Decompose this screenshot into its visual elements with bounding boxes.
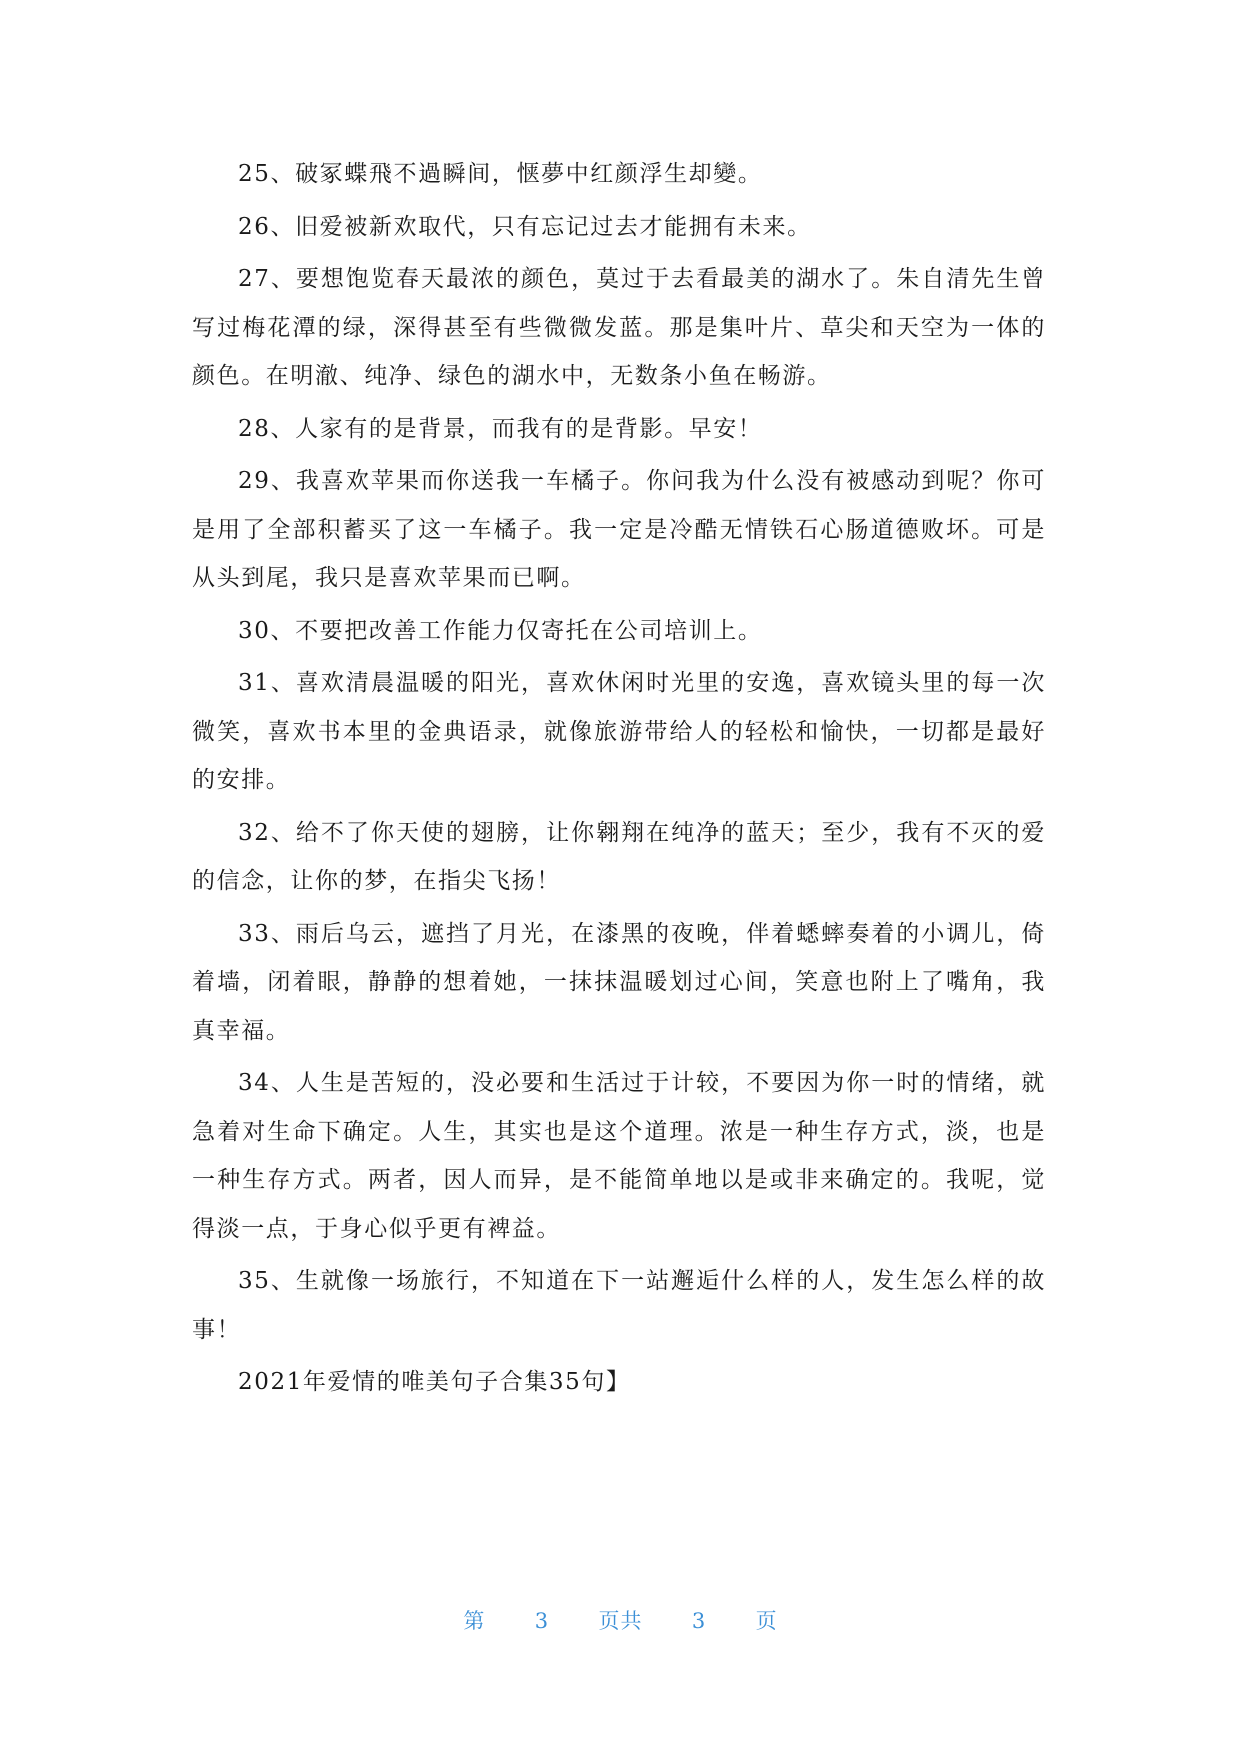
- footer-prefix: 第: [463, 1609, 486, 1633]
- page-footer: [0, 1605, 1241, 1635]
- paragraph-25: 25、破冢蝶飛不過瞬间，惬夢中红颜浮生却變。: [238, 161, 763, 187]
- footer-total-pages: 3: [691, 1609, 707, 1633]
- paragraph-35: 35、生就像一场旅行，不知道在下一站邂逅什么样的人，发生怎么样的故事！: [192, 1268, 1046, 1343]
- footer-middle: 页共: [598, 1609, 643, 1633]
- paragraph-28: 28、人家有的是背景，而我有的是背影。早安！: [238, 415, 763, 442]
- paragraph-34: 34、人生是苦短的，没必要和生活过于计较，不要因为你一时的情绪，就急着对生命下确定。人生，其实也是这个道理。浓是一种生存方式，淡，也是一种生存方式。两者，因人而异，是不能简单地以是或非来确定的。我呢，觉得淡一点，于身心似乎更有裨益。: [192, 1070, 1046, 1242]
- paragraph-27: 27、要想饱览春天最浓的颜色，莫过于去看最美的湖水了。朱自清先生曾写过梅花潭的绿，深得甚至有些微微发蓝。那是集叶片、草尖和天空为一体的颜色。在明澈、纯净、绿色的湖水中，无数条小鱼在畅游。: [192, 266, 1046, 389]
- paragraph-31: 31、喜欢清晨温暖的阳光，喜欢休闲时光里的安逸，喜欢镜头里的每一次微笑，喜欢书本里的金典语录，就像旅游带给人的轻松和愉快，一切都是最好的安排。: [192, 670, 1046, 793]
- paragraph-32: 32、给不了你天使的翅膀，让你翱翔在纯净的蓝天；至少，我有不灭的爱的信念，让你的梦，在指尖飞扬！: [192, 819, 1046, 894]
- document-closing-title: 2021年爱情的唯美句子合集35句】: [238, 1369, 631, 1395]
- footer-suffix: 页: [755, 1609, 778, 1633]
- footer-current-page: 3: [534, 1609, 550, 1633]
- document-body: [192, 150, 1046, 1411]
- paragraph-33: 33、雨后乌云，遮挡了月光，在漆黑的夜晚，伴着蟋蟀奏着的小调儿，倚着墙，闭着眼，静静的想着她，一抹抹温暖划过心间，笑意也附上了嘴角，我真幸福。: [192, 920, 1046, 1044]
- paragraph-30: 30、不要把改善工作能力仅寄托在公司培训上。: [238, 617, 763, 644]
- paragraph-26: 26、旧爱被新欢取代，只有忘记过去才能拥有未来。: [238, 213, 812, 240]
- paragraph-29: 29、我喜欢苹果而你送我一车橘子。你问我为什么没有被感动到呢？你可是用了全部积蓄买了这一车橘子。我一定是冷酷无情铁石心肠道德败坏。可是从头到尾，我只是喜欢苹果而已啊。: [192, 468, 1046, 591]
